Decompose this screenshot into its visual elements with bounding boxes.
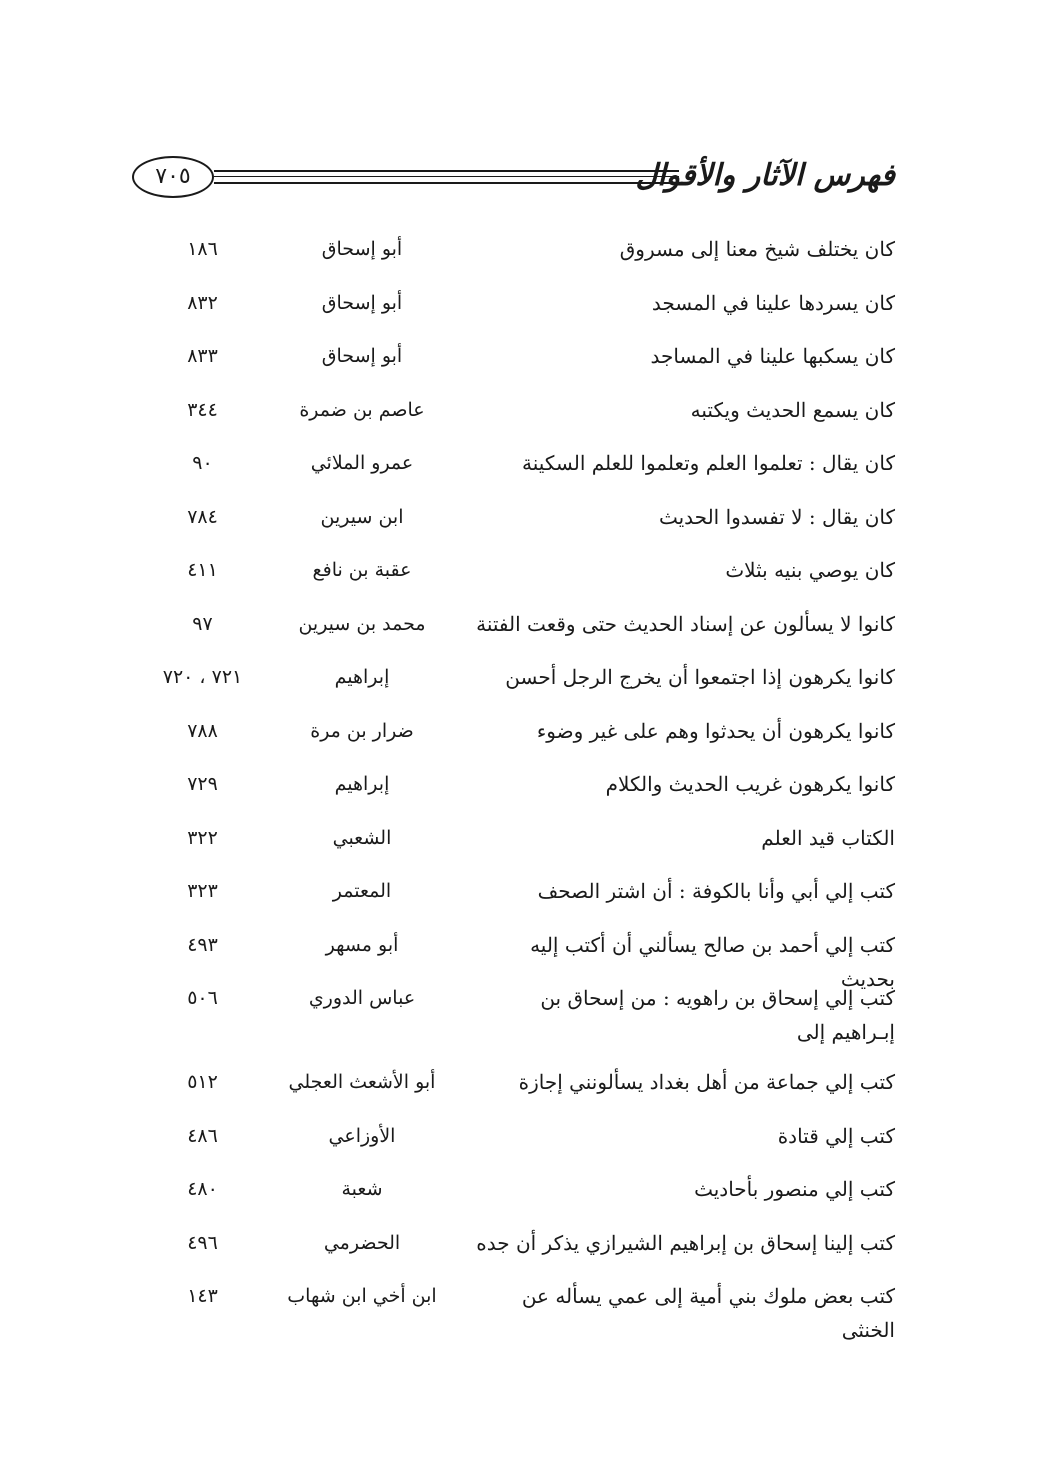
entry-narrator: أبو إسحاق — [321, 345, 403, 367]
index-entry — [120, 1055, 895, 1109]
index-entry — [120, 1216, 895, 1270]
entry-page: ٨٣٢ — [187, 291, 218, 314]
entry-page: ٤١١ — [187, 559, 218, 581]
page-number-oval — [132, 156, 214, 198]
index-entry — [120, 811, 895, 865]
entry-narrator: أبو إسحاق — [321, 238, 403, 260]
index-entry — [120, 490, 895, 544]
entry-narrator: محمد بن سيرين — [298, 612, 426, 635]
entry-text: كان يوصي بنيه بثلاث — [725, 558, 895, 582]
entry-narrator: أبو إسحاق — [321, 291, 403, 314]
entry-narrator: الشعبي — [332, 826, 392, 849]
page-header — [120, 150, 895, 210]
entry-narrator: أبو مسهر — [325, 933, 399, 956]
index-entry — [120, 276, 895, 330]
entry-narrator: أبو الأشعث العجلي — [288, 1071, 436, 1093]
entry-narrator: ضرار بن مرة — [310, 719, 414, 742]
entry-page: ٧٨٤ — [187, 505, 218, 528]
entry-text: كتب إلي جماعة من أهل بغداد يسألونني إجازة — [518, 1070, 895, 1094]
entry-text: كتب إلي أحمد بن صالح يسألني أن أكتب إليه بحديث — [530, 932, 895, 991]
entry-text: كان يختلف شيخ معنا إلى مسروق — [619, 237, 895, 261]
entry-narrator: المعتمر — [332, 880, 392, 902]
entry-text: كانوا يكرهون إذا اجتمعوا أن يخرج الرجل أحسن — [505, 665, 895, 689]
entry-narrator: شعبة — [341, 1178, 383, 1200]
index-entries — [120, 222, 895, 1342]
entry-narrator: الأوزاعي — [328, 1124, 396, 1147]
index-entry — [120, 383, 895, 437]
entry-text: كان يقال : لا تفسدوا الحديث — [658, 504, 895, 529]
entry-page: ٣٢٣ — [187, 880, 218, 902]
index-entry — [120, 222, 895, 276]
entry-page: ٤٩٦ — [187, 1231, 218, 1254]
running-title: فهرس الآثار والأقوال — [635, 158, 895, 193]
entry-text: كتب إلي قتادة — [777, 1123, 895, 1148]
entry-page: ١٨٦ — [187, 238, 218, 260]
index-entry — [120, 597, 895, 651]
entry-text: كان يسمع الحديث ويكتبه — [690, 397, 895, 422]
entry-page: ٧٢١ ، ٧٢٠ — [162, 666, 243, 688]
entry-page: ٨٣٣ — [187, 345, 218, 367]
entry-page: ٣٢٢ — [187, 826, 218, 849]
entry-text: كتب إلي منصور بأحاديث — [694, 1177, 895, 1201]
page-number: ٧٠٥ — [155, 164, 191, 189]
entry-narrator: عمرو الملائي — [310, 452, 414, 474]
entry-page: ٥١٢ — [187, 1071, 218, 1093]
entry-page: ٩٠ — [192, 452, 213, 474]
entry-page: ١٤٣ — [187, 1285, 218, 1307]
index-entry — [120, 1269, 895, 1342]
entry-text: كتب إلي إسحاق بن راهويه : من إسحاق بن إبـراهيم إلى — [540, 986, 895, 1044]
index-entry — [120, 1109, 895, 1163]
index-entry — [120, 1162, 895, 1216]
entry-narrator: إبراهيم — [334, 773, 390, 795]
entry-page: ٤٨٠ — [187, 1178, 218, 1200]
entry-page: ٥٠٦ — [187, 987, 218, 1009]
entry-narrator: الحضرمي — [323, 1231, 401, 1254]
entry-text: كانوا يكرهون أن يحدثوا وهم على غير وضوء — [536, 718, 895, 743]
index-entry — [120, 971, 895, 1055]
entry-page: ٧٨٨ — [187, 719, 218, 742]
entry-narrator: ابن أخي ابن شهاب — [287, 1285, 437, 1307]
entry-text: كان يسردها علينا في المسجد — [651, 290, 895, 315]
entry-text: الكتاب قيد العلم — [761, 825, 895, 850]
entry-narrator: عاصم بن ضمرة — [299, 398, 425, 421]
index-entry — [120, 704, 895, 758]
entry-narrator: عقبة بن نافع — [312, 559, 412, 581]
entry-narrator: ابن سيرين — [320, 505, 404, 528]
index-entry — [120, 543, 895, 597]
index-entry — [120, 757, 895, 811]
header-rule — [214, 170, 679, 184]
entry-text: كتب إلينا إسحاق بن إبراهيم الشيرازي يذكر أن جده — [476, 1230, 895, 1255]
index-entry — [120, 918, 895, 991]
entry-narrator: إبراهيم — [334, 666, 390, 688]
entry-page: ٣٤٤ — [187, 398, 218, 421]
entry-page: ٤٨٦ — [187, 1124, 218, 1147]
entry-text: كان يسكبها علينا في المساجد — [650, 344, 895, 368]
entry-text: كانوا يكرهون غريب الحديث والكلام — [605, 772, 895, 796]
entry-page: ٤٩٣ — [187, 933, 218, 956]
entry-page: ٧٢٩ — [187, 773, 218, 795]
index-entry — [120, 329, 895, 383]
index-entry — [120, 864, 895, 918]
entry-narrator: عباس الدوري — [308, 987, 416, 1009]
index-entry — [120, 650, 895, 704]
entry-text: كانوا لا يسألون عن إسناد الحديث حتى وقعت الفتنة — [476, 611, 895, 636]
index-entry — [120, 436, 895, 490]
entry-page: ٩٧ — [192, 612, 213, 635]
entry-text: كتب بعض ملوك بني أمية إلى عمي يسأله عن الخنثى — [521, 1284, 895, 1342]
entry-text: كان يقال : تعلموا العلم وتعلموا للعلم السكينة — [522, 451, 895, 475]
entry-text: كتب إلي أبي وأنا بالكوفة : أن اشتر الصحف — [537, 879, 895, 903]
